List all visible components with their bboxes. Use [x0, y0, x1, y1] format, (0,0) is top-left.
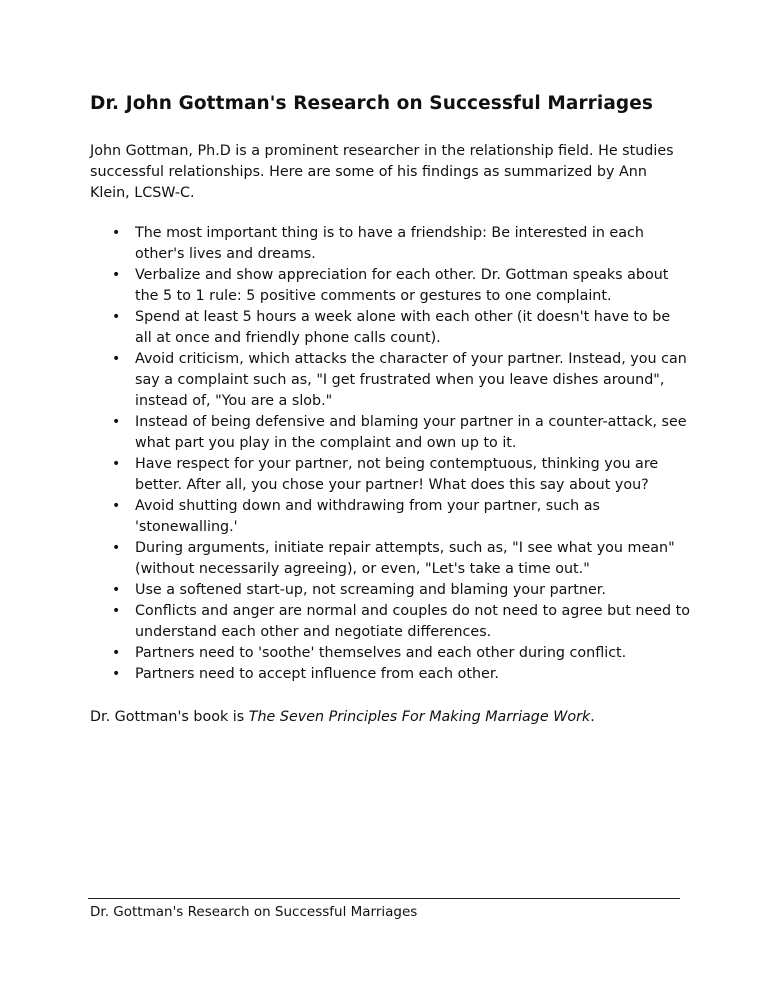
list-item: [90, 265, 690, 307]
bullet-icon: •: [112, 498, 121, 514]
closing-prefix: Dr. Gottman's book is: [90, 709, 249, 725]
list-item: [90, 412, 690, 454]
bullet-icon: •: [112, 456, 121, 472]
list-item-text: Partners need to 'soothe' themselves and each other during conflict.: [135, 645, 627, 661]
bullet-icon: •: [112, 603, 121, 619]
list-item: [90, 307, 690, 349]
list-item-text: Avoid shutting down and withdrawing from your partner, such as 'stonewalling.': [135, 498, 600, 535]
list-item: [90, 538, 690, 580]
list-item-text: Avoid criticism, which attacks the character of your partner. Instead, you can say a complaint such as, "I get frustrated when you leave dishes around", instead of, "You are a slob.": [135, 351, 687, 409]
bullet-icon: •: [112, 414, 121, 430]
list-item: [90, 454, 690, 496]
bullet-icon: •: [112, 582, 121, 598]
findings-list: [90, 223, 690, 685]
intro-paragraph: John Gottman, Ph.D is a prominent researcher in the relationship field. He studies successful relationships. Here are some of his findings as summarized by Ann Klein, LCSW-C.: [90, 143, 674, 201]
list-item: [90, 580, 690, 601]
list-item-text: Use a softened start-up, not screaming and blaming your partner.: [135, 582, 606, 598]
book-title: The Seven Principles For Making Marriage Work: [248, 709, 591, 725]
bullet-icon: •: [112, 645, 121, 661]
bullet-icon: •: [112, 309, 121, 325]
list-item: [90, 349, 690, 412]
closing-paragraph: [90, 707, 690, 728]
list-item-text: Conflicts and anger are normal and couples do not need to agree but need to understand each other and negotiate differences.: [135, 603, 690, 640]
closing-suffix: .: [590, 709, 595, 725]
bullet-icon: •: [112, 540, 121, 556]
list-item-text: Verbalize and show appreciation for each other. Dr. Gottman speaks about the 5 to 1 rule: 5 positive comments or gestures to one complaint.: [135, 267, 669, 304]
bullet-icon: •: [112, 666, 121, 682]
list-item-text: Partners need to accept influence from each other.: [135, 666, 499, 682]
footer-divider: [88, 898, 680, 899]
list-item: [90, 601, 690, 643]
bullet-icon: •: [112, 225, 121, 241]
list-item: [90, 223, 690, 265]
bullet-icon: •: [112, 351, 121, 367]
list-item: [90, 496, 690, 538]
list-item-text: Instead of being defensive and blaming your partner in a counter-attack, see what part you play in the complaint and own up to it.: [135, 414, 687, 451]
list-item-text: Spend at least 5 hours a week alone with each other (it doesn't have to be all at once and friendly phone calls count).: [135, 309, 671, 346]
list-item-text: Have respect for your partner, not being contemptuous, thinking you are better. After all, you chose your partner! What does this say about you?: [135, 456, 659, 493]
list-item: [90, 664, 690, 685]
list-item-text: During arguments, initiate repair attempts, such as, "I see what you mean" (without necessarily agreeing), or even, "Let's take a time out.": [135, 540, 675, 577]
footer-text: Dr. Gottman's Research on Successful Marriages: [90, 904, 418, 920]
list-item-text: The most important thing is to have a friendship: Be interested in each other's lives and dreams.: [135, 225, 644, 262]
document-title: Dr. John Gottman's Research on Successful Marriages: [90, 93, 654, 114]
list-item: [90, 643, 690, 664]
bullet-icon: •: [112, 267, 121, 283]
